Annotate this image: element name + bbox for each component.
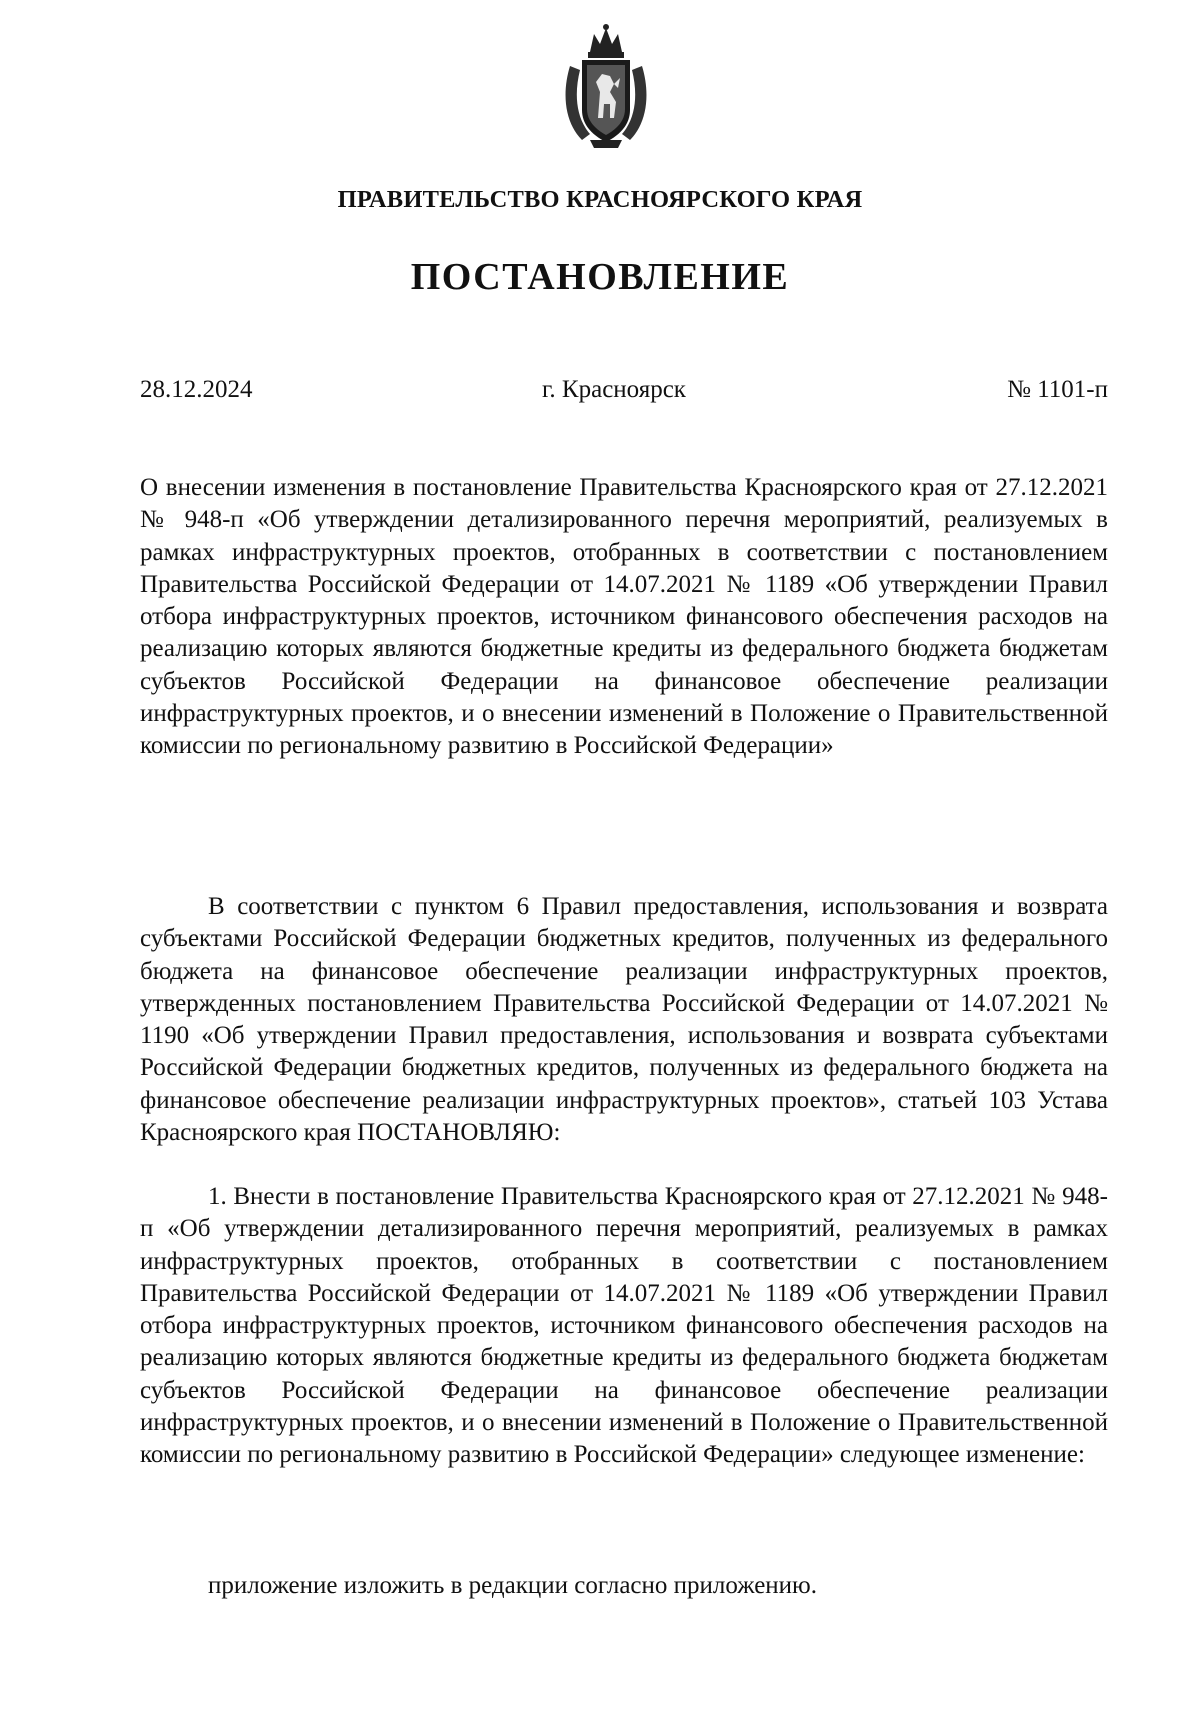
document-meta [140,376,1108,408]
government-title: ПРАВИТЕЛЬСТВО КРАСНОЯРСКОГО КРАЯ [337,186,863,213]
document-subject: О внесении изменения в постановление Правительства Красноярского края от 27.12.2021 № 948-п «Об утверждении детализированного перечня мероприятий, реализуемых в рамках инфраструктурных проектов, отобранных в соответствии с постановлением Правительства Российской Федерации от 14.07.2021 № 1189 «Об утверждении Правил отбора инфраструктурных проектов, источником финансового обеспечения расходов на реализацию которых являются бюджетные кредиты из федерального бюджета бюджетам субъектов Российской Федерации на финансовое обеспечение реализации инфраструктурных проектов, и о внесении изменений в Положение о Правительственной комиссии по региональному развитию в Российской Федерации» [140,474,1108,760]
document-number: № 1101-п [1007,376,1108,403]
coat-of-arms-icon [560,22,652,152]
document-type-title: ПОСТАНОВЛЕНИЕ [410,256,790,298]
document-date: 28.12.2024 [140,376,253,403]
item-1: 1. Внести в постановление Правительства Красноярского края от 27.12.2021 № 948-п «Об утверждении детализированного перечня мероприятий, реализуемых в рамках инфраструктурных проектов, отобранных в соответствии с постановлением Правительства Российской Федерации от 14.07.2021 № 1189 «Об утверждении Правил отбора инфраструктурных проектов, источником финансового обеспечения расходов на реализацию которых являются бюджетные кредиты из федерального бюджета бюджетам субъектов Российской Федерации на финансовое обеспечение реализации инфраструктурных проектов, и о внесении изменений в Положение о Правительственной комиссии по региональному развитию в Российской Федерации» следующее изменение: [140,1183,1108,1469]
document-preamble: В соответствии с пунктом 6 Правил предоставления, использования и возврата субъектами Российской Федерации бюджетных кредитов, полученных из федерального бюджета на финансовое обеспечение реализации инфраструктурных проектов, утвержденных постановлением Правительства Российской Федерации от 14.07.2021 № 1190 «Об утверждении Правил предоставления, использования и возврата субъектами Российской Федерации бюджетных кредитов, полученных из федерального бюджета на финансовое обеспечение реализации инфраструктурных проектов», статьей 103 Устава Красноярского края ПОСТАНОВЛЯЮ: [140,893,1108,1147]
item-1-text: приложение изложить в редакции согласно приложению. [208,1572,817,1599]
document-city: г. Красноярск [542,376,686,403]
